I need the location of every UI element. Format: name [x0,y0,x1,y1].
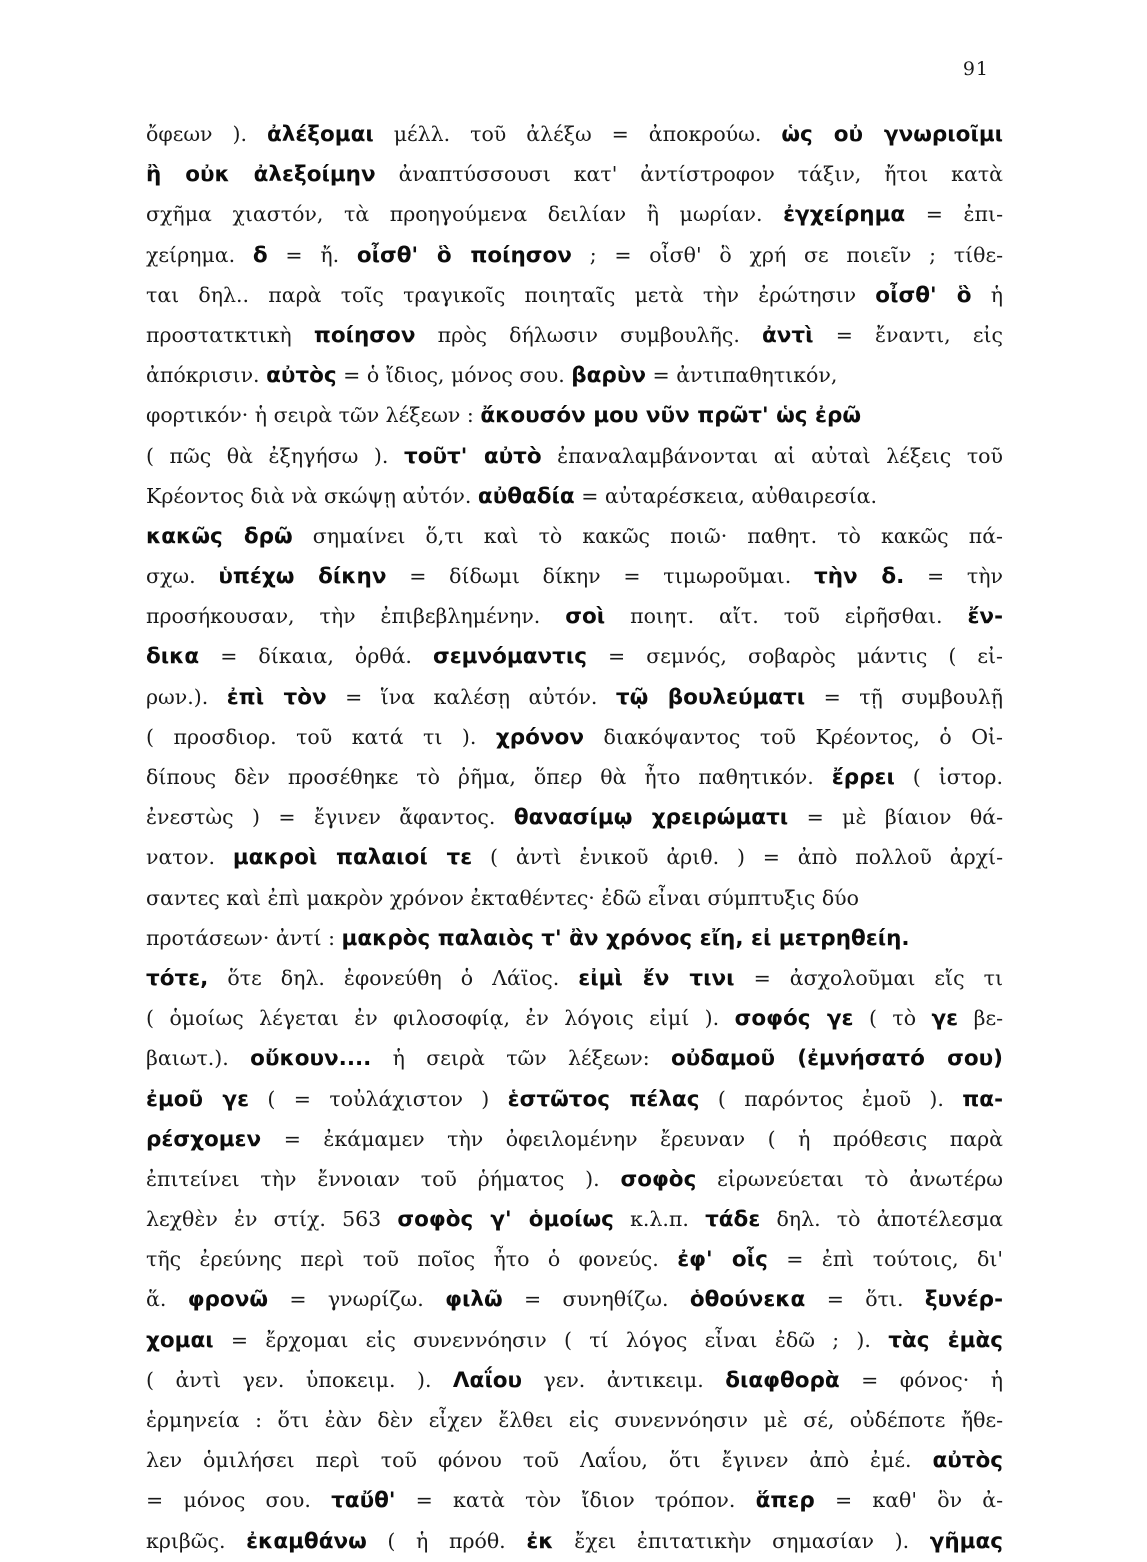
gloss-text: = σεμνός, σοβαρὸς μάντις ( εἰ- [587,644,1003,669]
text-line [146,556,1003,596]
text-line [146,1360,1003,1400]
lemma-term: τῷ βουλεύματι [615,684,806,710]
text-line [146,516,1003,556]
gloss-text: σχω. [146,564,219,589]
text-line [146,958,1003,998]
text-line [146,395,1003,435]
lemma-term: βαρὺν [571,363,646,389]
text-line [146,1320,1003,1360]
lemma-term: τοῦτ' αὐτὸ [403,443,542,469]
gloss-text: ἐπαναλαμβάνονται αἱ αὐταὶ λέξεις τοῦ [541,443,1003,468]
text-line [146,998,1003,1038]
lemma-term: τάδε [705,1207,761,1233]
text-line [146,596,1003,636]
lemma-term: γε [931,1006,959,1032]
lemma-term: τότε, [146,965,209,991]
gloss-text: = κατὰ τὸν ἴδιον τρόπον. [395,1488,756,1513]
gloss-text: = ἤ. [267,242,357,267]
gloss-text: ποιητ. αἴτ. τοῦ εἰρῆσθαι. [605,604,968,629]
lemma-term: ξυνέρ- [924,1287,1003,1313]
gloss-text: μέλλ. τοῦ ἀλέξω = ἀποκρούω. [373,122,782,146]
gloss-text: = τῇ συμβουλῇ [805,684,1003,709]
gloss-text: ἐπιτείνει τὴν ἔννοιαν τοῦ ῥήματος ). [146,1166,621,1191]
lemma-term: ἀλέξομαι [266,122,374,147]
lemma-term: ρέσχομεν [146,1126,262,1152]
gloss-text: σχῆμα χιαστόν, τὰ προηγούμενα δειλίαν ἢ μωρίαν. [146,202,784,227]
lemma-term: σοὶ [565,604,606,630]
text-line [146,154,1003,194]
lemma-term: ἐκαμθάνω [246,1528,367,1554]
text-line [146,1119,1003,1159]
text-line [146,1521,1003,1561]
gloss-text: = ἵνα καλέσῃ αὐτόν. [326,684,616,709]
gloss-text: ἔχει ἐπιτατικὴν σημασίαν ). [553,1528,930,1553]
text-line [146,717,1003,757]
text-line [146,476,1003,516]
lemma-term: μακρὸς παλαιὸς τ' ἂν χρόνος εἴη, εἰ μετρηθείη. [341,925,910,951]
gloss-text: = ἀσχολοῦμαι εἴς τι [734,965,1003,990]
gloss-text: ἅ. [146,1287,188,1312]
gloss-text: ὄφεων ). [146,122,267,146]
gloss-text: = ἐπι- [905,202,1003,227]
gloss-text: = ὁ ἴδιος, μόνος σου. [336,363,572,388]
text-line [146,1400,1003,1440]
gloss-text: προτάσεων· ἀντί : [146,925,342,950]
gloss-text: = ἔρχομαι εἰς συνεννόησιν ( τί λόγος εἶναι ἐδῶ ; ). [213,1327,889,1352]
lemma-term: θανασίμῳ χρειρώματι [513,805,789,831]
gloss-text: δίπους δὲν προσέθηκε τὸ ῥῆμα, ὅπερ θὰ ἦτο παθητικόν. [146,765,832,789]
gloss-text: = συνηθίζω. [502,1287,690,1312]
lemma-term: ἢ οὐκ ἀλεξοίμην [146,162,376,188]
gloss-text: = δίκαια, ὀρθά. [199,644,433,669]
text-line [146,235,1003,275]
text-line [146,1199,1003,1239]
gloss-text: τῆς ἐρεύνης περὶ τοῦ ποῖος ἦτο ὁ φονεύς. [146,1247,678,1272]
gloss-text: νατον. [146,845,233,870]
gloss-text: δηλ. τὸ ἀποτέλεσμα [760,1207,1003,1232]
lemma-term: ἐπὶ τὸν [226,684,327,710]
lemma-term: τὰς ἐμὰς [888,1327,1003,1353]
lemma-term: ἑστῶτος πέλας [507,1086,700,1112]
gloss-text: ( ἀντὶ γεν. ὑποκειμ. ). [146,1367,453,1392]
lemma-term: ὑπέχω δίκην [218,564,387,590]
gloss-text: = ἀντιπαθητικόν, [645,363,838,388]
lemma-term: πα- [962,1086,1003,1112]
lemma-term: δικα [146,644,200,670]
gloss-text: βε- [958,1006,1003,1031]
gloss-text: φορτικόν· ἡ σειρὰ τῶν λέξεων : [146,403,481,428]
lemma-term: σοφὸς γ' ὁμοίως [397,1207,614,1233]
gloss-text: λεν ὁμιλήσει περὶ τοῦ φόνου τοῦ Λαΐου, ὅτι ἔγινεν ἀπὸ ἐμέ. [146,1448,933,1473]
gloss-text: = ἐπὶ τούτοις, δι' [767,1247,1004,1272]
lemma-term: φρονῶ [187,1287,269,1313]
lemma-term: δ [252,242,268,268]
text-line [146,315,1003,355]
lemma-term: γῆμας [929,1528,1004,1554]
gloss-text: = μόνος σου. [146,1488,332,1513]
lemma-term: χομαι [146,1327,214,1353]
gloss-text: = τὴν [904,564,1003,589]
text-line [146,1159,1003,1199]
gloss-text: χείρημα. [146,242,253,267]
lemma-term: Λαΐου [452,1367,522,1393]
gloss-text: βαιωτ.). [146,1046,251,1071]
gloss-text: = φόνος· ἡ [839,1367,1003,1392]
lemma-term: ἀντὶ [762,322,814,348]
text-line [146,797,1003,837]
lemma-term: ἔρρει [831,765,895,790]
gloss-text: σαντες καὶ ἐπὶ μακρὸν χρόνον ἐκταθέντες· ἐδῶ εἶναι σύμπτυξις δύο [146,885,859,910]
gloss-text: = δίδωμι δίκην = τιμωροῦμαι. [386,564,814,589]
lemma-term: οὐδαμοῦ (ἐμνήσατό σου) [671,1046,1004,1072]
gloss-text: = ὅτι. [805,1287,925,1312]
lemma-term: ταὔθ' [331,1488,396,1514]
lemma-term: ὡς οὐ γνωριοῖμι [781,122,1004,147]
lemma-term: ἐφ' οἷς [677,1247,768,1273]
text-line [146,1279,1003,1319]
text-line [146,677,1003,717]
text-line [146,878,1003,918]
lemma-term: οἶσθ' ὃ ποίησον [356,242,572,268]
commentary-text [146,114,1003,1561]
gloss-text: γεν. ἀντικειμ. [522,1367,726,1392]
gloss-text: ἑρμηνεία : ὅτι ἐὰν δὲν εἶχεν ἔλθει εἰς συνεννόησιν μὲ σέ, οὐδέποτε ἤθε- [146,1408,1003,1432]
gloss-text: ὅτε δηλ. ἐφονεύθη ὁ Λάϊος. [208,965,579,990]
lemma-term: ἅπερ [755,1488,815,1514]
gloss-text: ἀναπτύσσουσι κατ' ἀντίστροφον τάξιν, ἤτοι κατὰ [375,162,1003,187]
text-line [146,757,1003,797]
gloss-text: ρων.). [146,684,227,709]
lemma-term: ὁθούνεκα [689,1287,806,1313]
lemma-term: φιλῶ [445,1287,503,1313]
lemma-term: αὐτὸς [932,1448,1003,1474]
gloss-text: ἐνεστὼς ) = ἔγινεν ἄφαντος. [146,805,514,830]
text-line [146,1079,1003,1119]
text-line [146,1239,1003,1279]
lemma-term: ἐκ [526,1528,554,1554]
lemma-term: αὐθαδία [477,483,575,509]
lemma-term: ἐμοῦ γε [146,1086,250,1112]
gloss-text: πρὸς δήλωσιν συμβουλῆς. [415,322,763,347]
lemma-term: ποίησον [313,322,416,348]
text-line [146,1480,1003,1520]
lemma-term: μακροὶ παλαιοί τε [232,845,473,871]
gloss-text: = ἐκάμαμεν τὴν ὀφειλομένην ἔρευναν ( ἡ πρόθεσις παρὰ [261,1126,1003,1151]
text-line [146,275,1003,315]
gloss-text: Κρέοντος διὰ νὰ σκώψῃ αὐτόν. [146,483,478,508]
gloss-text: ται δηλ.. παρὰ τοῖς τραγικοῖς ποιηταῖς μετὰ τὴν ἐρώτησιν [146,282,876,307]
gloss-text: ἀπόκρισιν. [146,363,267,388]
gloss-text: κριβῶς. [146,1528,247,1553]
lemma-term: σεμνόμαντις [432,644,587,670]
gloss-text: προστατκτικὴ [146,322,314,347]
text-line [146,1038,1003,1078]
lemma-term: σοφός γε [734,1006,854,1032]
gloss-text: ἡ [971,282,1003,307]
lemma-term: ἄκουσόν μου νῦν πρῶτ' ὡς ἐρῶ [480,403,862,429]
gloss-text: ( ἱστορ. [894,765,1003,789]
gloss-text: ( = τοὐλάχιστον ) [249,1086,508,1111]
gloss-text: εἰρωνεύεται τὸ ἀνωτέρω [696,1166,1003,1191]
page-number: 91 [962,58,989,80]
text-line [146,636,1003,676]
gloss-text: ( ἀντὶ ἑνικοῦ ἀριθ. ) = ἀπὸ πολλοῦ ἀρχί- [472,845,1004,870]
lemma-term: οἶσθ' ὃ [875,282,972,308]
text-line [146,355,1003,395]
gloss-text: = γνωρίζω. [268,1287,446,1312]
gloss-text: λεχθὲν ἐν στίχ. 563 [146,1207,398,1232]
gloss-text: ( τὸ [853,1006,932,1031]
lemma-term: αὐτὸς [266,363,337,389]
text-line [146,1440,1003,1480]
gloss-text: ; = οἶσθ' ὃ χρή σε ποιεῖν ; τίθε- [571,242,1003,267]
lemma-term: ἔν- [967,604,1003,630]
lemma-term: εἰμὶ ἔν τινι [578,965,735,991]
text-line [146,114,1003,154]
text-line [146,918,1003,958]
lemma-term: τὴν δ. [813,564,905,590]
gloss-text: = ἔναντι, εἰς [813,322,1003,347]
lemma-term: διαφθορὰ [725,1367,840,1393]
gloss-text: ( ἡ πρόθ. [366,1528,527,1553]
gloss-text: διακόψαντος τοῦ Κρέοντος, ὁ Οἰ- [583,724,1003,749]
gloss-text: σημαίνει ὅ,τι καὶ τὸ κακῶς ποιῶ· παθητ. τὸ κακῶς πά- [292,523,1003,548]
gloss-text: κ.λ.π. [613,1207,706,1232]
gloss-text: = αὐταρέσκεια, αὐθαιρεσία. [574,483,877,508]
gloss-text: ( ὁμοίως λέγεται ἐν φιλοσοφίᾳ, ἐν λόγοις εἰμί ). [146,1006,735,1031]
lemma-term: σοφὸς [620,1166,697,1192]
gloss-text: ( παρόντος ἐμοῦ ). [699,1086,963,1111]
gloss-text: ( πῶς θὰ ἐξηγήσω ). [146,443,404,468]
gloss-text: = μὲ βίαιον θά- [788,805,1003,830]
text-line [146,436,1003,476]
gloss-text: ἡ σειρὰ τῶν λέξεων: [371,1046,672,1071]
text-line [146,194,1003,234]
lemma-term: χρόνον [495,724,584,750]
gloss-text: ( προσδιορ. τοῦ κατά τι ). [146,724,496,749]
gloss-text: = καθ' ὃν ἀ- [814,1488,1004,1513]
lemma-term: οὔκουν.... [250,1046,372,1072]
text-line [146,837,1003,877]
gloss-text: προσήκουσαν, τὴν ἐπιβεβλημένην. [146,604,566,629]
lemma-term: ἐγχείρημα [783,202,906,228]
lemma-term: κακῶς δρῶ [146,523,293,549]
